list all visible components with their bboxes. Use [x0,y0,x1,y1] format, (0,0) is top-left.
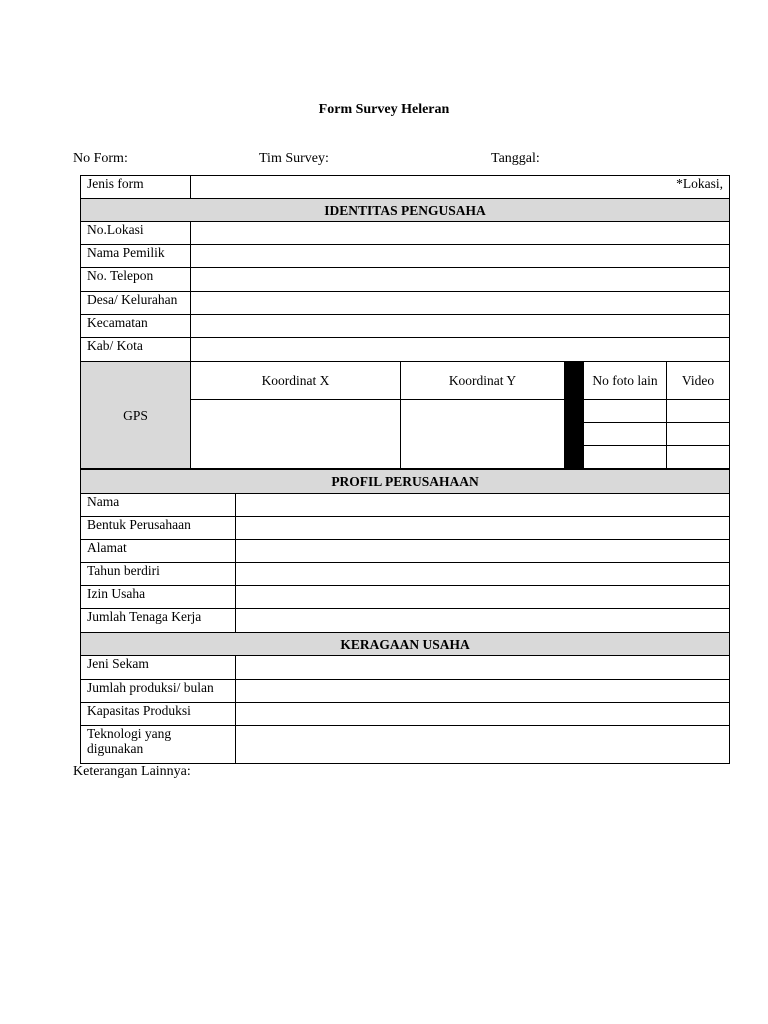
tanggal-label: Tanggal: [491,151,540,166]
koordinat-x-header: Koordinat X [191,362,401,400]
row-label: Jumlah produksi/ bulan [81,680,236,703]
row-label: Kecamatan [81,315,191,338]
row-label: Izin Usaha [81,586,236,609]
alamat-field[interactable] [236,540,730,563]
teknologi-field[interactable] [236,726,730,764]
row-label: No. Telepon [81,268,191,292]
video-field[interactable] [667,423,730,446]
video-header: Video [667,362,730,400]
form-title: Form Survey Heleran [318,102,450,117]
tim-survey-label: Tim Survey: [259,151,329,166]
row-label: Alamat [81,540,236,563]
no-foto-lain-field[interactable] [584,446,667,469]
row-label: No.Lokasi [81,222,191,245]
koordinat-y-field[interactable] [401,400,565,469]
bentuk-perusahaan-field[interactable] [236,517,730,540]
jumlah-produksi-field[interactable] [236,680,730,703]
koordinat-y-header: Koordinat Y [401,362,565,400]
nama-field[interactable] [236,494,730,517]
kecamatan-field[interactable] [191,315,730,338]
video-field[interactable] [667,400,730,423]
row-label: Nama Pemilik [81,245,191,268]
kapasitas-produksi-field[interactable] [236,703,730,726]
no-telepon-field[interactable] [191,268,730,292]
nama-pemilik-field[interactable] [191,245,730,268]
jeni-sekam-field[interactable] [236,656,730,680]
no-foto-lain-field[interactable] [584,423,667,446]
no-form-label: No Form: [73,151,128,166]
gps-label: GPS [81,362,191,469]
section-identitas-pengusaha: IDENTITAS PENGUSAHA [81,199,730,222]
row-label: Nama [81,494,236,517]
video-field[interactable] [667,446,730,469]
row-label: Tahun berdiri [81,563,236,586]
identitas-table [80,175,730,469]
no-foto-lain-header: No foto lain [584,362,667,400]
profil-table [80,469,730,764]
row-label: Jumlah Tenaga Kerja [81,609,236,633]
section-keragaan-usaha: KERAGAAN USAHA [81,633,730,656]
desa-kelurahan-field[interactable] [191,292,730,315]
koordinat-x-field[interactable] [191,400,401,469]
section-profil-perusahaan: PROFIL PERUSAHAAN [81,470,730,494]
row-label: Bentuk Perusahaan [81,517,236,540]
no-lokasi-field[interactable] [191,222,730,245]
row-label: Teknologi yang digunakan [81,726,236,764]
tahun-berdiri-field[interactable] [236,563,730,586]
keterangan-lainnya-label: Keterangan Lainnya: [73,764,191,779]
row-label: Kapasitas Produksi [81,703,236,726]
izin-usaha-field[interactable] [236,586,730,609]
row-label: Desa/ Kelurahan [81,292,191,315]
jumlah-tenaga-kerja-field[interactable] [236,609,730,633]
kab-kota-field[interactable] [191,338,730,362]
row-label: Kab/ Kota [81,338,191,362]
jenis-form-label: Jenis form [81,176,191,199]
row-label: Jeni Sekam [81,656,236,680]
black-separator [565,362,584,469]
lokasi-field[interactable]: *Lokasi, [191,176,730,199]
no-foto-lain-field[interactable] [584,400,667,423]
